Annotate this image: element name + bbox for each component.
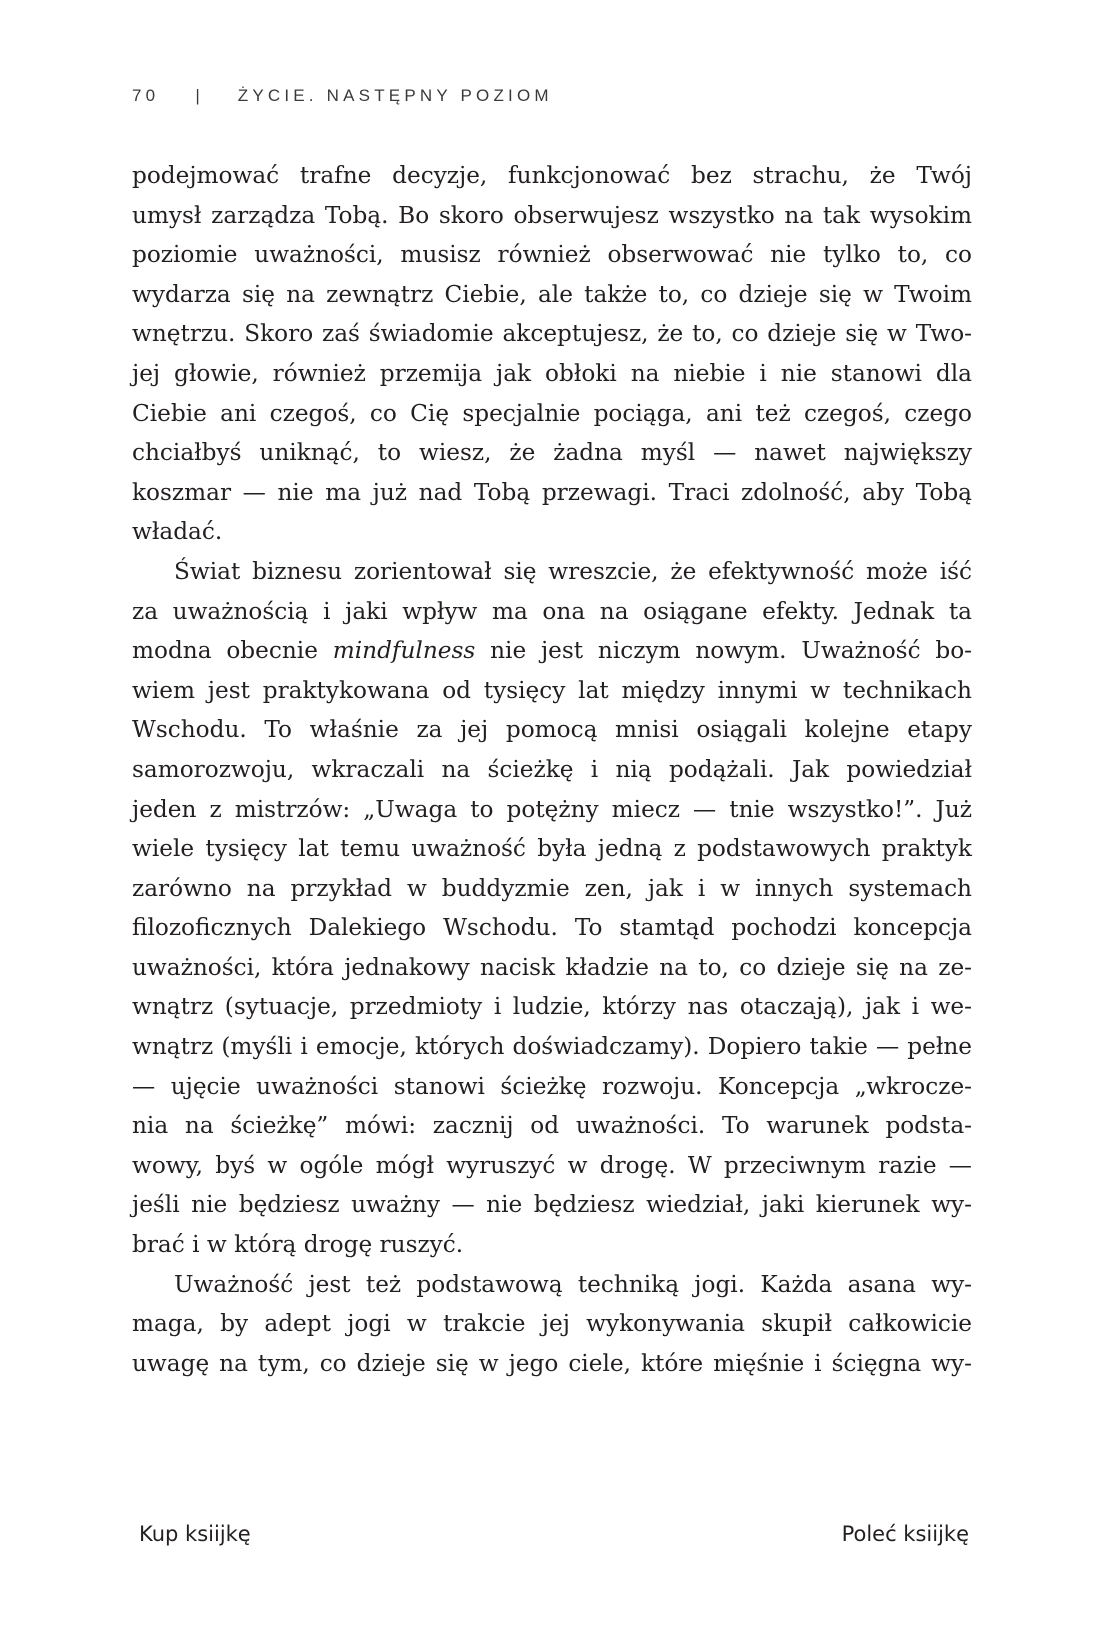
book-title: ŻYCIE. NASTĘPNY POZIOM bbox=[237, 86, 553, 105]
text-line: Uważność jest też podstawową techniką jogi. Każda asana wy- bbox=[174, 1270, 972, 1298]
italic-term: mindfulness bbox=[332, 637, 476, 665]
text-line: chciałbyś uniknąć, to wiesz, że żadna myśl — nawet największy bbox=[132, 439, 972, 467]
text-line: Ciebie ani czegoś, co Cię specjalnie pociąga, ani też czegoś, czego bbox=[132, 399, 972, 427]
text-line: poziomie uważności, musisz również obserwować nie tylko to, co bbox=[132, 241, 972, 269]
text-line: maga, by adept jogi w trakcie jej wykonywania skupił całkowicie bbox=[132, 1310, 972, 1338]
text-line: wnątrz (sytuacje, przedmioty i ludzie, którzy nas otaczają), jak i we- bbox=[132, 993, 972, 1021]
text-segment: nie jest niczym nowym. Uważność bo- bbox=[475, 637, 972, 665]
text-line: nia na ścieżkę” mówi: zacznij od uważności. To warunek podsta- bbox=[132, 1112, 972, 1140]
text-line: jeden z mistrzów: „Uwaga to potężny miecz — tnie wszystko!”. Już bbox=[132, 795, 972, 823]
text-line: jeśli nie będziesz uważny — nie będziesz wiedział, jaki kierunek wy- bbox=[132, 1191, 972, 1219]
text-line: Świat biznesu zorientował się wreszcie, że efektywność może iść bbox=[174, 557, 972, 585]
page-number: 70 bbox=[132, 86, 160, 105]
text-line: jej głowie, również przemija jak obłoki na niebie i nie stanowi dla bbox=[132, 359, 972, 387]
header-separator: | bbox=[195, 86, 200, 105]
buy-book-link[interactable]: Kup ksiĳkę bbox=[139, 1522, 251, 1546]
text-line: brać i w którą drogę ruszyć. bbox=[132, 1231, 464, 1259]
text-line: umysł zarządza Tobą. Bo skoro obserwujesz wszystko na tak wysokim bbox=[132, 201, 972, 229]
text-line: — ujęcie uważności stanowi ścieżkę rozwoju. Koncepcja „wkrocze- bbox=[132, 1072, 972, 1100]
text-line: filozoficznych Dalekiego Wschodu. To stamtąd pochodzi koncepcja bbox=[132, 914, 972, 942]
text-line: wydarza się na zewnątrz Ciebie, ale także to, co dzieje się w Twoim bbox=[132, 280, 972, 308]
text-line: zarówno na przykład w buddyzmie zen, jak i w innych systemach bbox=[132, 874, 972, 902]
text-line: uwagę na tym, co dzieje się w jego ciele, które mięśnie i ścięgna wy- bbox=[132, 1349, 972, 1377]
text-line: wiem jest praktykowana od tysięcy lat między innymi w technikach bbox=[132, 676, 972, 704]
running-head bbox=[132, 86, 553, 106]
body-text bbox=[132, 156, 972, 1383]
text-line: władać. bbox=[132, 518, 223, 546]
text-line-with-italic bbox=[132, 631, 972, 671]
recommend-book-link[interactable]: Poleć ksiĳkę bbox=[841, 1522, 969, 1546]
text-line: Wschodu. To właśnie za jej pomocą mnisi osiągali kolejne etapy bbox=[132, 716, 972, 744]
text-line: uważności, która jednakowy nacisk kładzie na to, co dzieje się na ze- bbox=[132, 953, 972, 981]
text-line: wnątrz (myśli i emocje, których doświadczamy). Dopiero takie — pełne bbox=[132, 1033, 972, 1061]
text-line: wnętrzu. Skoro zaś świadomie akceptujesz, że to, co dzieje się w Two- bbox=[132, 320, 972, 348]
text-line: podejmować trafne decyzje, funkcjonować bez strachu, że Twój bbox=[132, 162, 972, 189]
text-line: wowy, byś w ogóle mógł wyruszyć w drogę. W przeciwnym razie — bbox=[132, 1151, 972, 1179]
text-segment: modna obecnie bbox=[132, 637, 333, 665]
text-line: koszmar — nie ma już nad Tobą przewagi. Traci zdolność, aby Tobą bbox=[132, 478, 972, 506]
text-line: za uważnością i jaki wpływ ma ona na osiągane efekty. Jednak ta bbox=[132, 597, 972, 625]
text-line: samorozwoju, wkraczali na ścieżkę i nią podążali. Jak powiedział bbox=[132, 755, 972, 783]
text-line: wiele tysięcy lat temu uważność była jedną z podstawowych praktyk bbox=[132, 835, 972, 863]
